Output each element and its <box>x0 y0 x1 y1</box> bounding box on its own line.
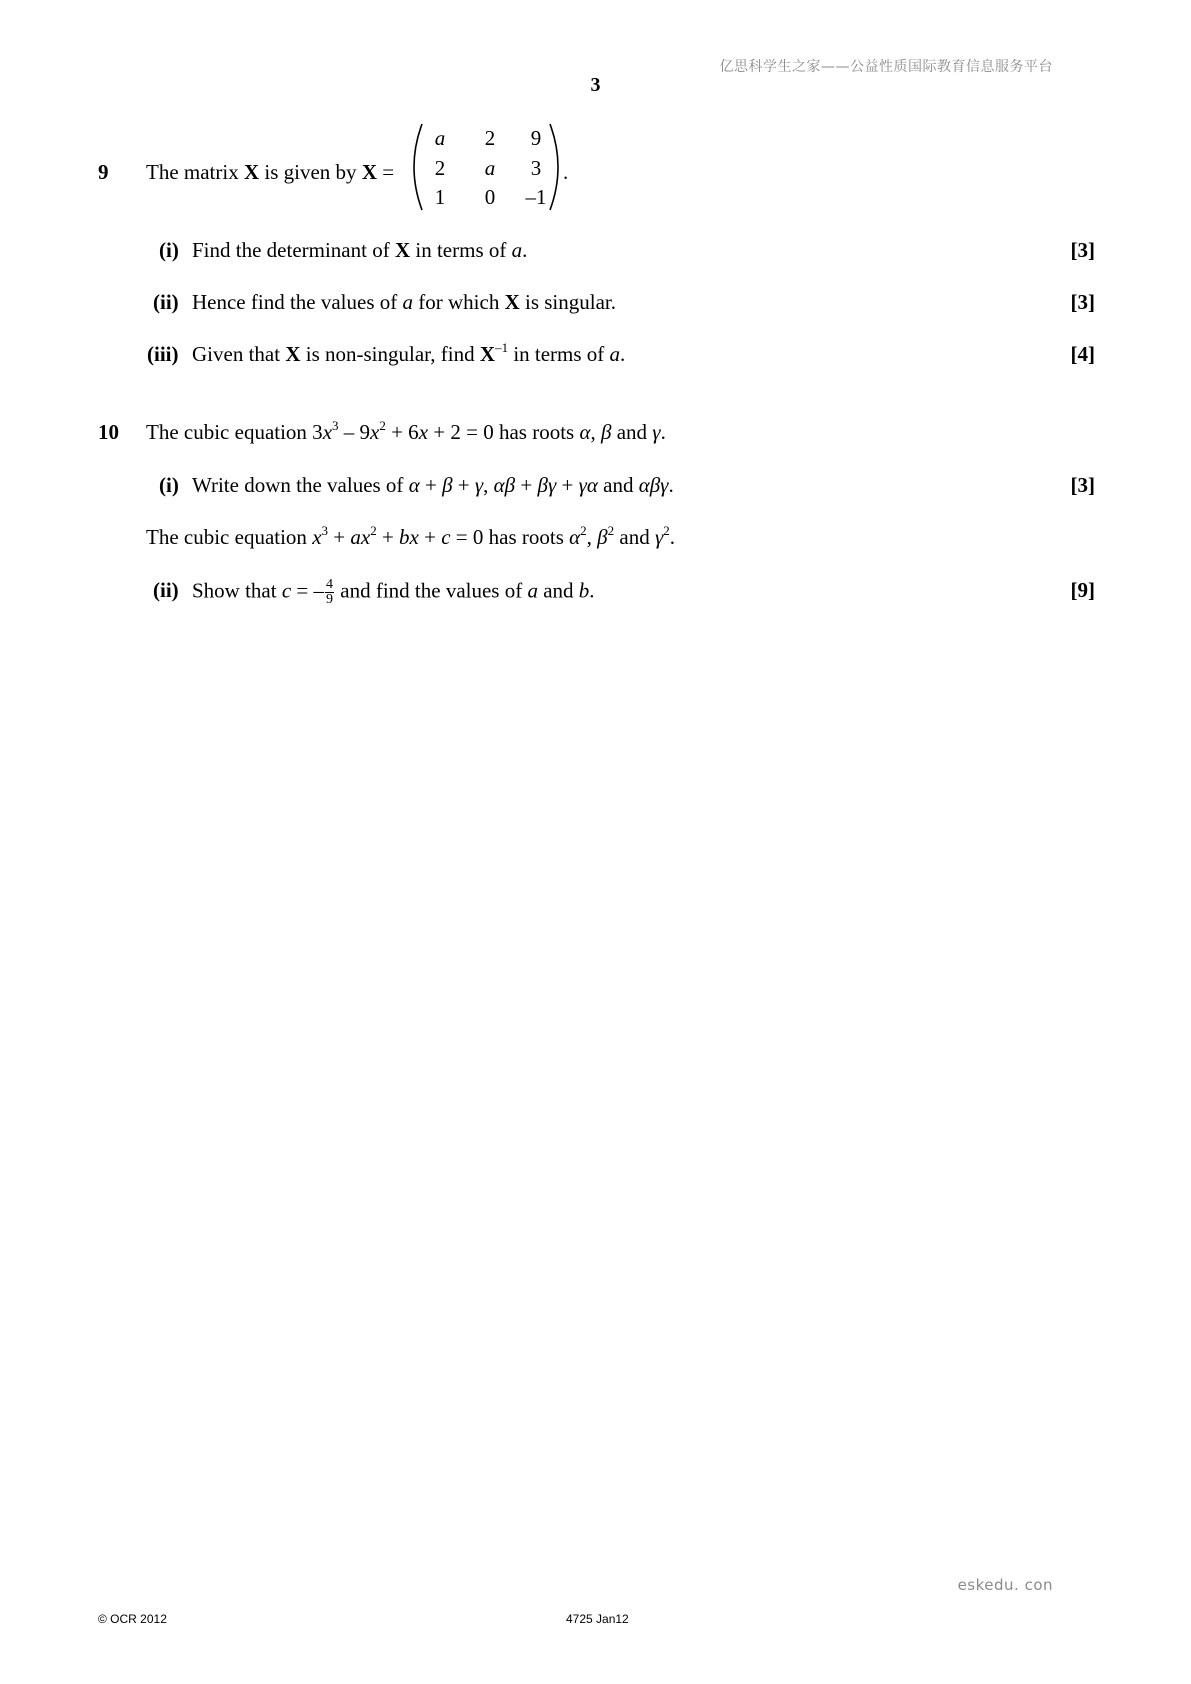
matrix-cell-2-2: a <box>484 156 496 180</box>
matrix-cell-3-2: 0 <box>484 185 496 209</box>
q9-part-iii-label: (iii) <box>147 342 179 366</box>
watermark-bottom: eskedu. con <box>957 1576 1053 1594</box>
q9-part-iii-text: Given that X is non-singular, find $X^{-1}$ in terms of a. <box>192 340 626 366</box>
matrix-cell-3-3: –1 <box>525 185 547 209</box>
matrix-cell-1-3: 9 <box>530 126 542 150</box>
q9-part-i-label: (i) <box>159 238 179 262</box>
q9-part-i-text: Find the determinant of X in terms of a. <box>192 238 528 262</box>
q9-part-ii-text: Hence find the values of a for which X is singular. <box>192 290 617 314</box>
watermark-top: 亿思科学生之家——公益性质国际教育信息服务平台 <box>719 59 1053 75</box>
q10-part-i-text: Write down the values of α + β + γ, αβ + βγ + γα and αβγ. <box>192 473 674 497</box>
footer-paper-code: 4725 Jan12 <box>566 1612 629 1626</box>
matrix-x <box>408 122 564 212</box>
q9-part-ii-marks: [3] <box>1070 290 1095 314</box>
q9-part-iii-marks: [4] <box>1070 342 1095 366</box>
footer-copyright: © OCR 2012 <box>98 1612 167 1626</box>
q10-part-ii-text: Show that c = – $\frac{4}{9}$ and find the values of a and b. <box>192 577 595 607</box>
q10-part-ii-marks: [9] <box>1070 578 1095 602</box>
matrix-cell-1-2: 2 <box>484 126 496 150</box>
page-number: 3 <box>590 74 601 96</box>
question-10-stem-2: The cubic equation $x^3 + ax^2$ + bx + c = 0 has roots $\alpha^2$, $\beta^2$ and $\gamma^2$. <box>146 523 675 549</box>
q10-part-i-marks: [3] <box>1070 473 1095 497</box>
question-10-number: 10 <box>98 420 119 444</box>
question-10-stem: The cubic equation $3x^3 - 9x^2 + 6x + 2 = 0$ has roots α, β and γ. <box>146 418 666 444</box>
q10-part-ii-label: (ii) <box>153 578 179 602</box>
fraction: $\frac{4}{9}$ <box>326 577 334 607</box>
matrix-cell-1-1: a <box>434 126 446 150</box>
matrix-period: . <box>563 160 569 184</box>
q9-part-i-marks: [3] <box>1070 238 1095 262</box>
matrix-cell-2-1: 2 <box>434 156 446 180</box>
question-9-number: 9 <box>98 160 109 184</box>
question-9-stem: The matrix X is given by X = <box>146 160 395 184</box>
q9-part-ii-label: (ii) <box>153 290 179 314</box>
matrix-cell-2-3: 3 <box>530 156 542 180</box>
q10-part-i-label: (i) <box>159 473 179 497</box>
matrix-cell-3-1: 1 <box>434 185 446 209</box>
